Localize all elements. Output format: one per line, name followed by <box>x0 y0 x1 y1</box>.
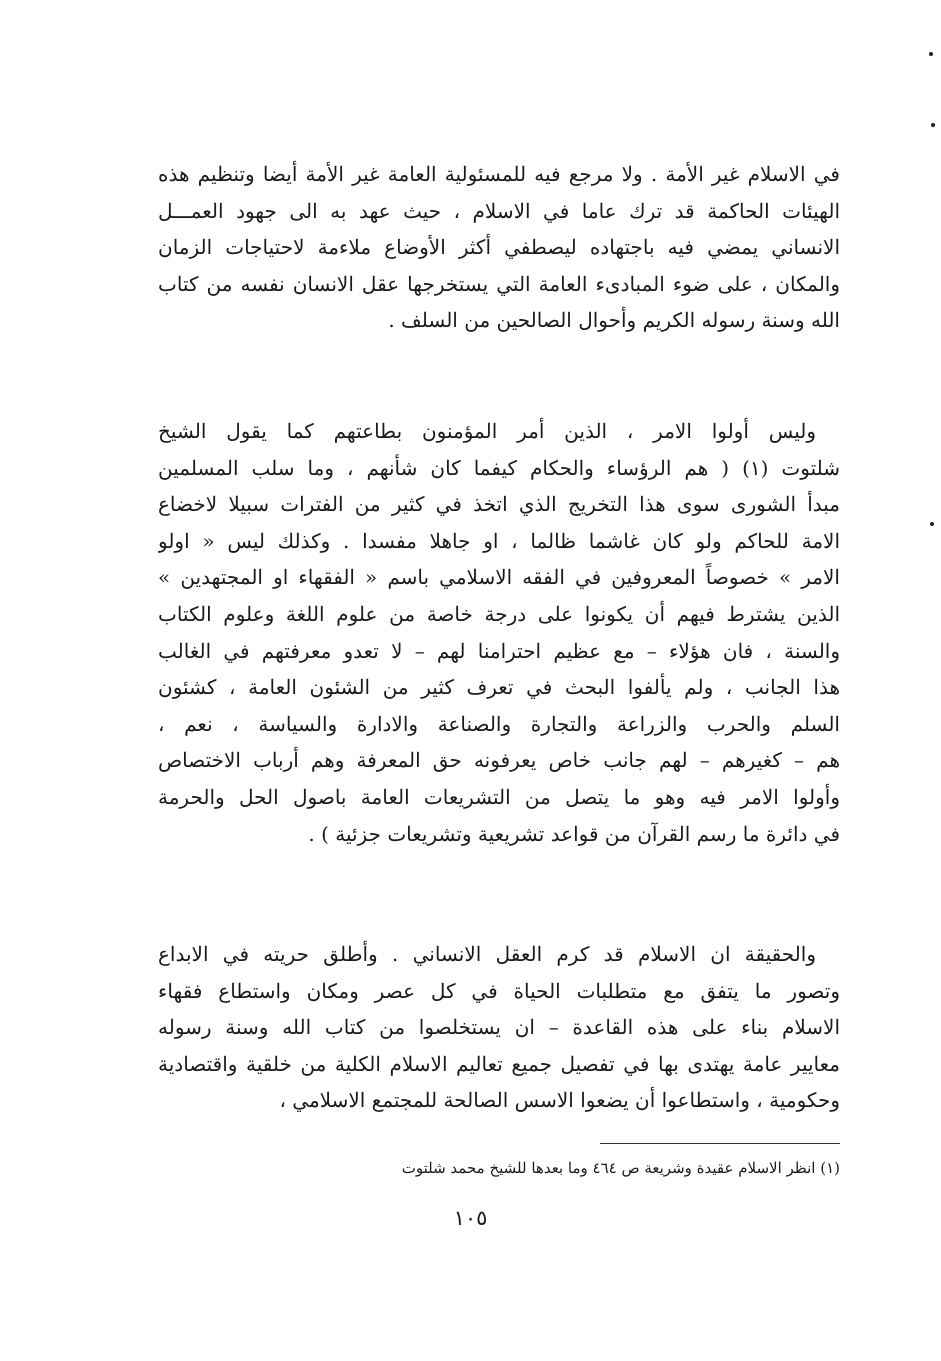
text-line: في الاسلام غير الأمة . ولا مرجع فيه للمسئولية العامة غير الأمة أيضا وتنظيم هذه <box>158 162 840 186</box>
text-line: وأولوا الامر فيه وهو ما يتصل من التشريعات العامة باصول الحل والحرمة <box>158 784 840 809</box>
text-line: في دائرة ما رسم القرآن من قواعد تشريعية وتشريعات جزئية ) . <box>308 821 840 846</box>
text-line: الامر » خصوصاً المعروفين في الفقه الاسلامي باسم « الفقهاء او المجتهدين » <box>158 565 840 590</box>
paragraph-2 <box>158 413 840 852</box>
text-line: هذا الجانب ، ولم يألفوا البحث في تعرف كثير من الشئون العامة ، كشئون <box>158 675 840 700</box>
text-line: هم – كغيرهم – لهم جانب خاص يعرفونه حق المعرفة وهم أرباب الاختصاص <box>158 748 840 773</box>
text-line: والحقيقة ان الاسلام قد كرم العقل الانساني . وأطلق حريته في الابداع <box>158 942 816 966</box>
text-line: وحكومية ، واستطاعوا أن يضعوا الاسس الصالحة للمجتمع الاسلامي ، <box>279 1088 840 1113</box>
text-line: والسنة ، فان هؤلاء – مع عظيم احترامنا لهم – لا تعدو معرفتهم في الغالب <box>158 638 840 663</box>
text-line: معايير عامة يهتدى بها في تفصيل جميع تعاليم الاسلام الكلية من خلقية واقتصادية <box>158 1051 840 1076</box>
text-line: الله وسنة رسوله الكريم وأحوال الصالحين من السلف . <box>388 308 840 333</box>
scan-mark <box>931 123 935 127</box>
text-line: الامة للحاكم ولو كان غاشما ظالما ، او جاهلا مفسدا . وكذلك ليس « اولو <box>158 528 840 553</box>
text-line: والمكان ، على ضوء المبادىء العامة التي يستخرجها عقل الانسان نفسه من كتاب <box>158 271 840 296</box>
scan-mark <box>930 522 934 526</box>
footnote: (١) انظر الاسلام عقيدة وشريعة ص ٤٦٤ وما بعدها للشيخ محمد شلتوت <box>401 1159 840 1177</box>
text-line: مبدأ الشورى سوى هذا التخريج الذي اتخذ في كثير من الفترات سبيلا لاخضاع <box>158 492 840 517</box>
text-line: الانساني يمضي فيه باجتهاده ليصطفي أكثر الأوضاع ملاءمة لاحتياجات الزمان <box>158 235 840 260</box>
paragraph-1 <box>158 156 840 339</box>
paragraph-3 <box>158 936 840 1119</box>
text-line: الهيئات الحاكمة قد ترك عاما في الاسلام ، حيث عهد به الى جهود العمـــل <box>158 198 840 223</box>
text-line: وتصور ما يتفق مع متطلبات الحياة في كل عصر ومكان واستطاع فقهاء <box>158 978 840 1003</box>
page-number: ١٠٥ <box>453 1206 488 1230</box>
text-line: السلم والحرب والزراعة والتجارة والصناعة والادارة والسياسة ، نعم ، <box>158 711 840 736</box>
text-line: وليس أولوا الامر ، الذين أمر المؤمنون بطاعتهم كما يقول الشيخ <box>158 419 816 443</box>
footnote-separator <box>600 1143 840 1144</box>
text-line: الاسلام بناء على هذه القاعدة – ان يستخلصوا من كتاب الله وسنة رسوله <box>158 1015 840 1040</box>
text-line: شلتوت (١) ( هم الرؤساء والحكام كيفما كان شأنهم ، وما سلب المسلمين <box>158 455 840 480</box>
scan-mark <box>929 52 933 56</box>
text-line: الذين يشترط فيهم أن يكونوا على درجة خاصة من علوم اللغة وعلوم الكتاب <box>158 601 840 626</box>
